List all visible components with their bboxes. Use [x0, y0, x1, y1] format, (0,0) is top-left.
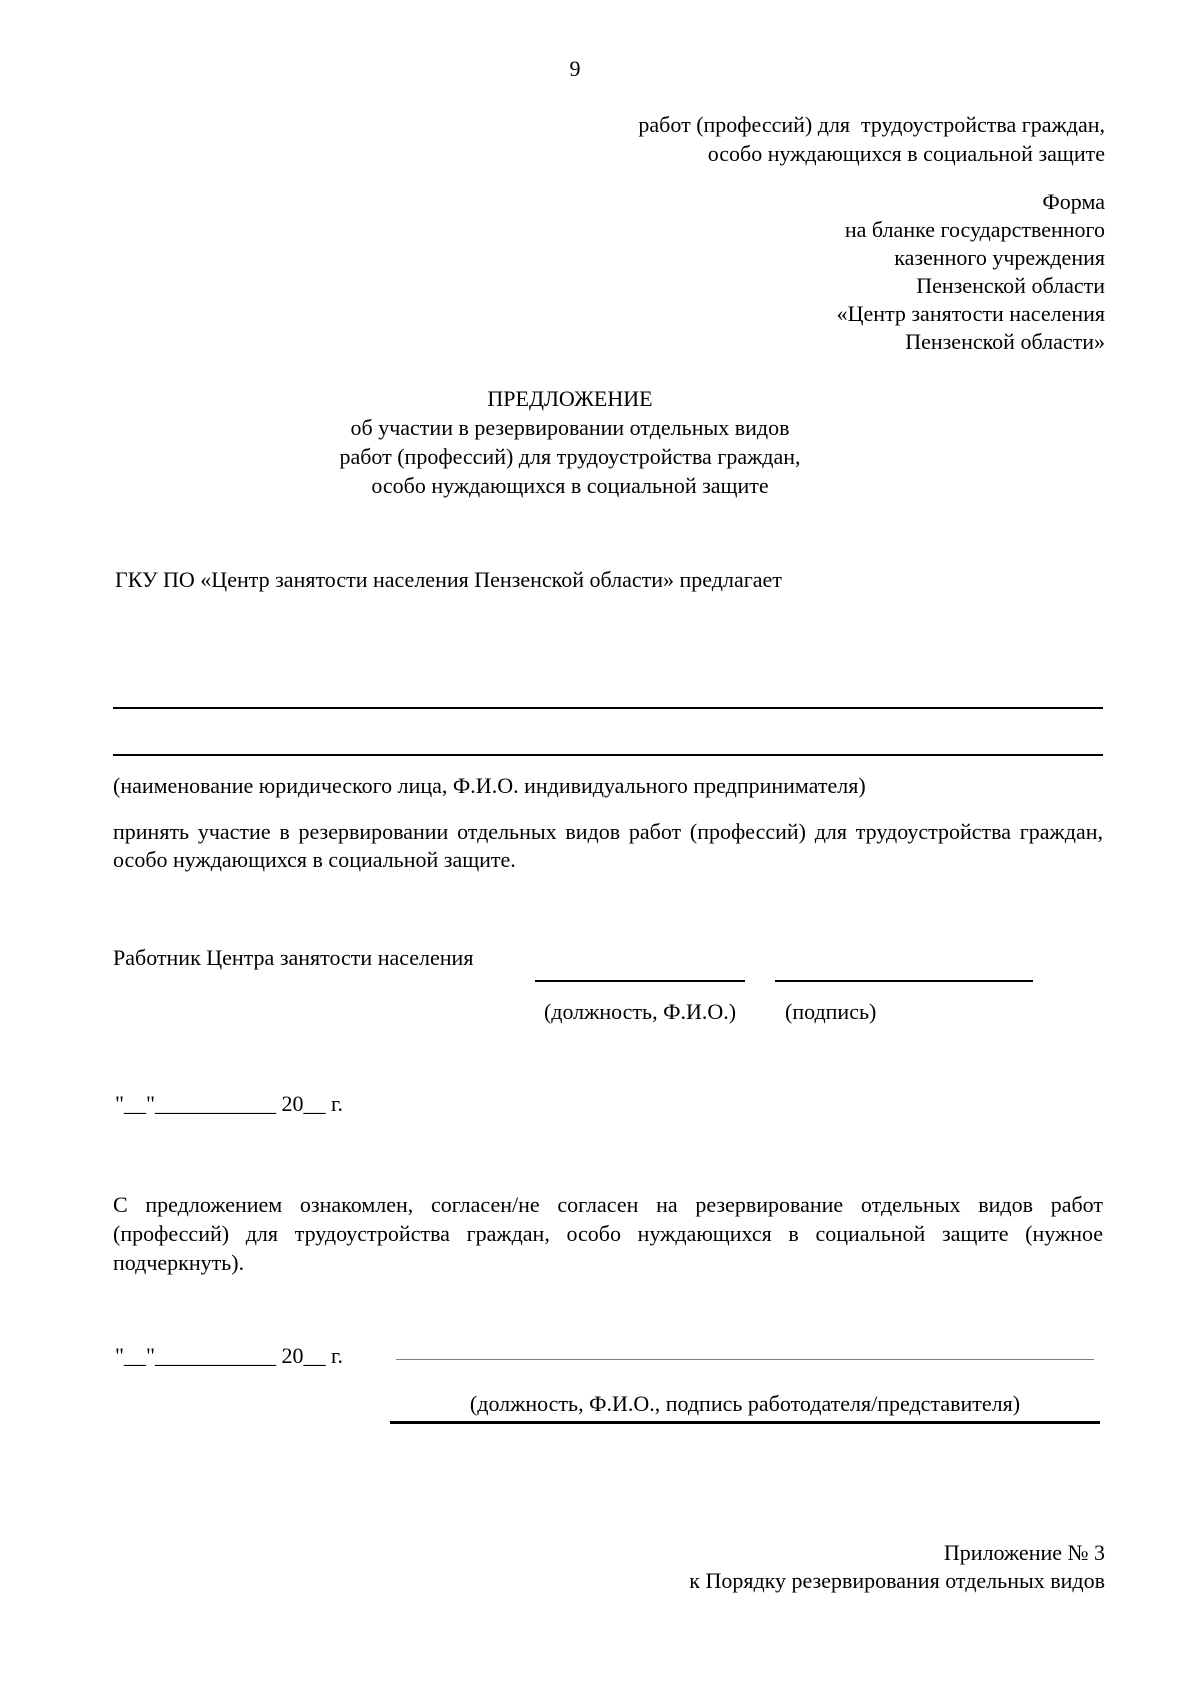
- header-continuation-line: работ (профессий) для трудоустройства граждан,: [638, 112, 1105, 137]
- acknowledgement-paragraph: С предложением ознакомлен, согласен/не согласен на резервирование отдельных видов работ (профессий) для трудоустройства граждан, особо нуждающихся в социальной защите (нужное подчеркнуть).: [113, 1192, 1103, 1275]
- header-continuation-line: особо нуждающихся в социальной защите: [707, 141, 1105, 166]
- employer-caption: (должность, Ф.И.О., подпись работодателя/представителя): [469, 1391, 1021, 1416]
- position-blank-line: [535, 980, 745, 982]
- signature-blank-line: [775, 980, 1033, 982]
- page-number: 9: [569, 56, 581, 81]
- proposal-subtitle-line: об участии в резервировании отдельных видов: [350, 415, 790, 440]
- date-blank-line-1: "__"___________ 20__ г.: [115, 1091, 344, 1116]
- form-note-line: Пензенской области»: [905, 329, 1105, 354]
- form-note-line: на бланке государственного: [844, 217, 1105, 242]
- participate-paragraph: принять участие в резервировании отдельных видов работ (профессий) для трудоустройства граждан, особо нуждающихся в социальной защите.: [113, 819, 1103, 872]
- form-note-line: Форма: [1042, 189, 1105, 214]
- offer-lead: ГКУ ПО «Центр занятости населения Пензенской области» предлагает: [115, 567, 782, 592]
- proposal-subtitle-line: работ (профессий) для трудоустройства граждан,: [339, 444, 801, 469]
- date-blank-line-2: "__"___________ 20__ г.: [115, 1343, 344, 1368]
- form-note: [837, 188, 1105, 356]
- form-note-line: казенного учреждения: [894, 245, 1105, 270]
- organization-caption: (наименование юридического лица, Ф.И.О. индивидуального предпринимателя): [113, 773, 866, 798]
- proposal-subtitle-line: особо нуждающихся в социальной защите: [371, 473, 769, 498]
- organization-blank-line-1: [113, 707, 1103, 709]
- signature-caption: (подпись): [785, 999, 877, 1024]
- position-caption: (должность, Ф.И.О.): [543, 999, 737, 1024]
- worker-label: Работник Центра занятости населения: [113, 945, 474, 970]
- header-continuation: [638, 110, 1105, 168]
- proposal-heading: ПРЕДЛОЖЕНИЕ: [487, 386, 653, 411]
- proposal-title: [113, 384, 1027, 500]
- employer-underline: [390, 1421, 1100, 1424]
- appendix-note: к Порядку резервирования отдельных видов: [689, 1568, 1105, 1593]
- organization-blank-line-2: [113, 754, 1103, 756]
- appendix-label: Приложение № 3: [943, 1540, 1105, 1565]
- form-note-line: Пензенской области: [916, 273, 1105, 298]
- employer-blank-line: [396, 1359, 1094, 1360]
- form-note-line: «Центр занятости населения: [836, 301, 1105, 326]
